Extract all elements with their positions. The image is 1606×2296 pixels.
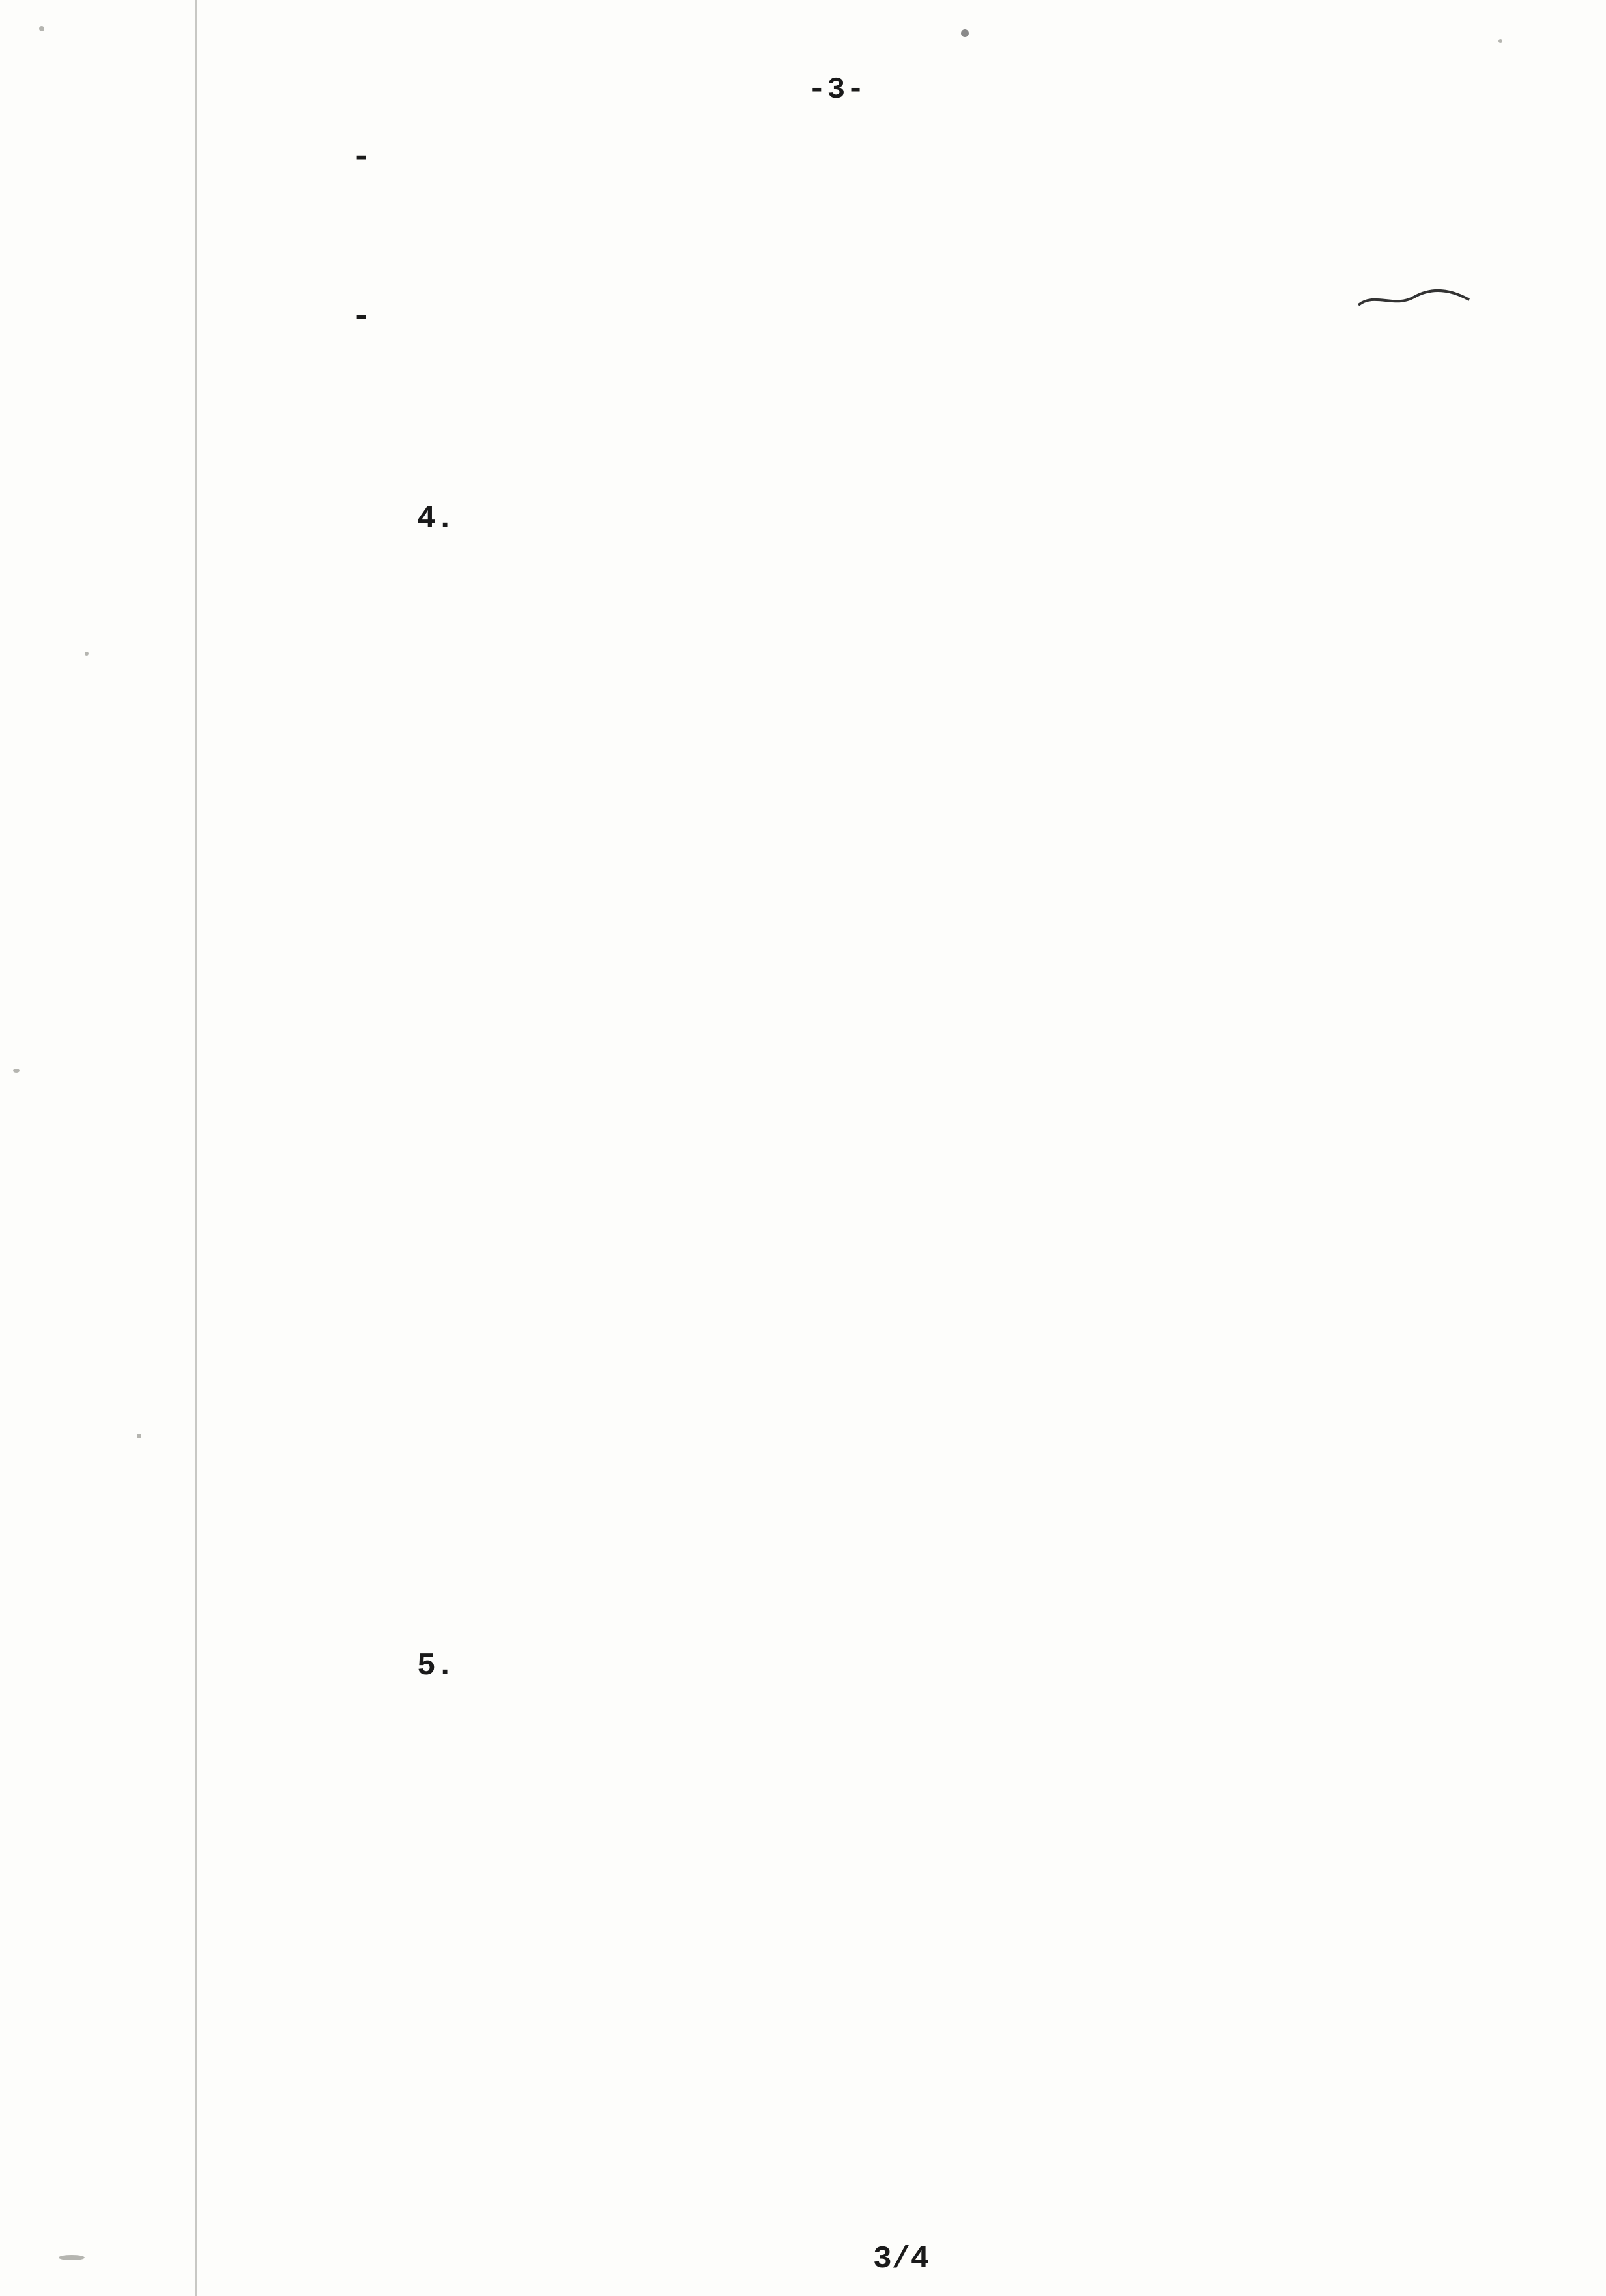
handwritten-annotation [1355,285,1472,312]
fraction-figure: 3/4 [873,2242,930,2277]
page-number: -3- [808,73,866,107]
scan-mark [961,29,969,37]
scan-speck [59,2255,85,2260]
section-number: 5. [417,1649,455,1684]
scan-speck [85,652,89,656]
bullet-dash: - [352,140,371,175]
scan-margin-rule [195,0,197,2296]
scan-speck [13,1069,20,1073]
scan-speck [1498,39,1502,43]
bullet-dash: - [352,300,371,335]
scan-speck [137,1434,141,1438]
scan-speck [39,26,44,31]
section-number: 4. [417,502,455,537]
